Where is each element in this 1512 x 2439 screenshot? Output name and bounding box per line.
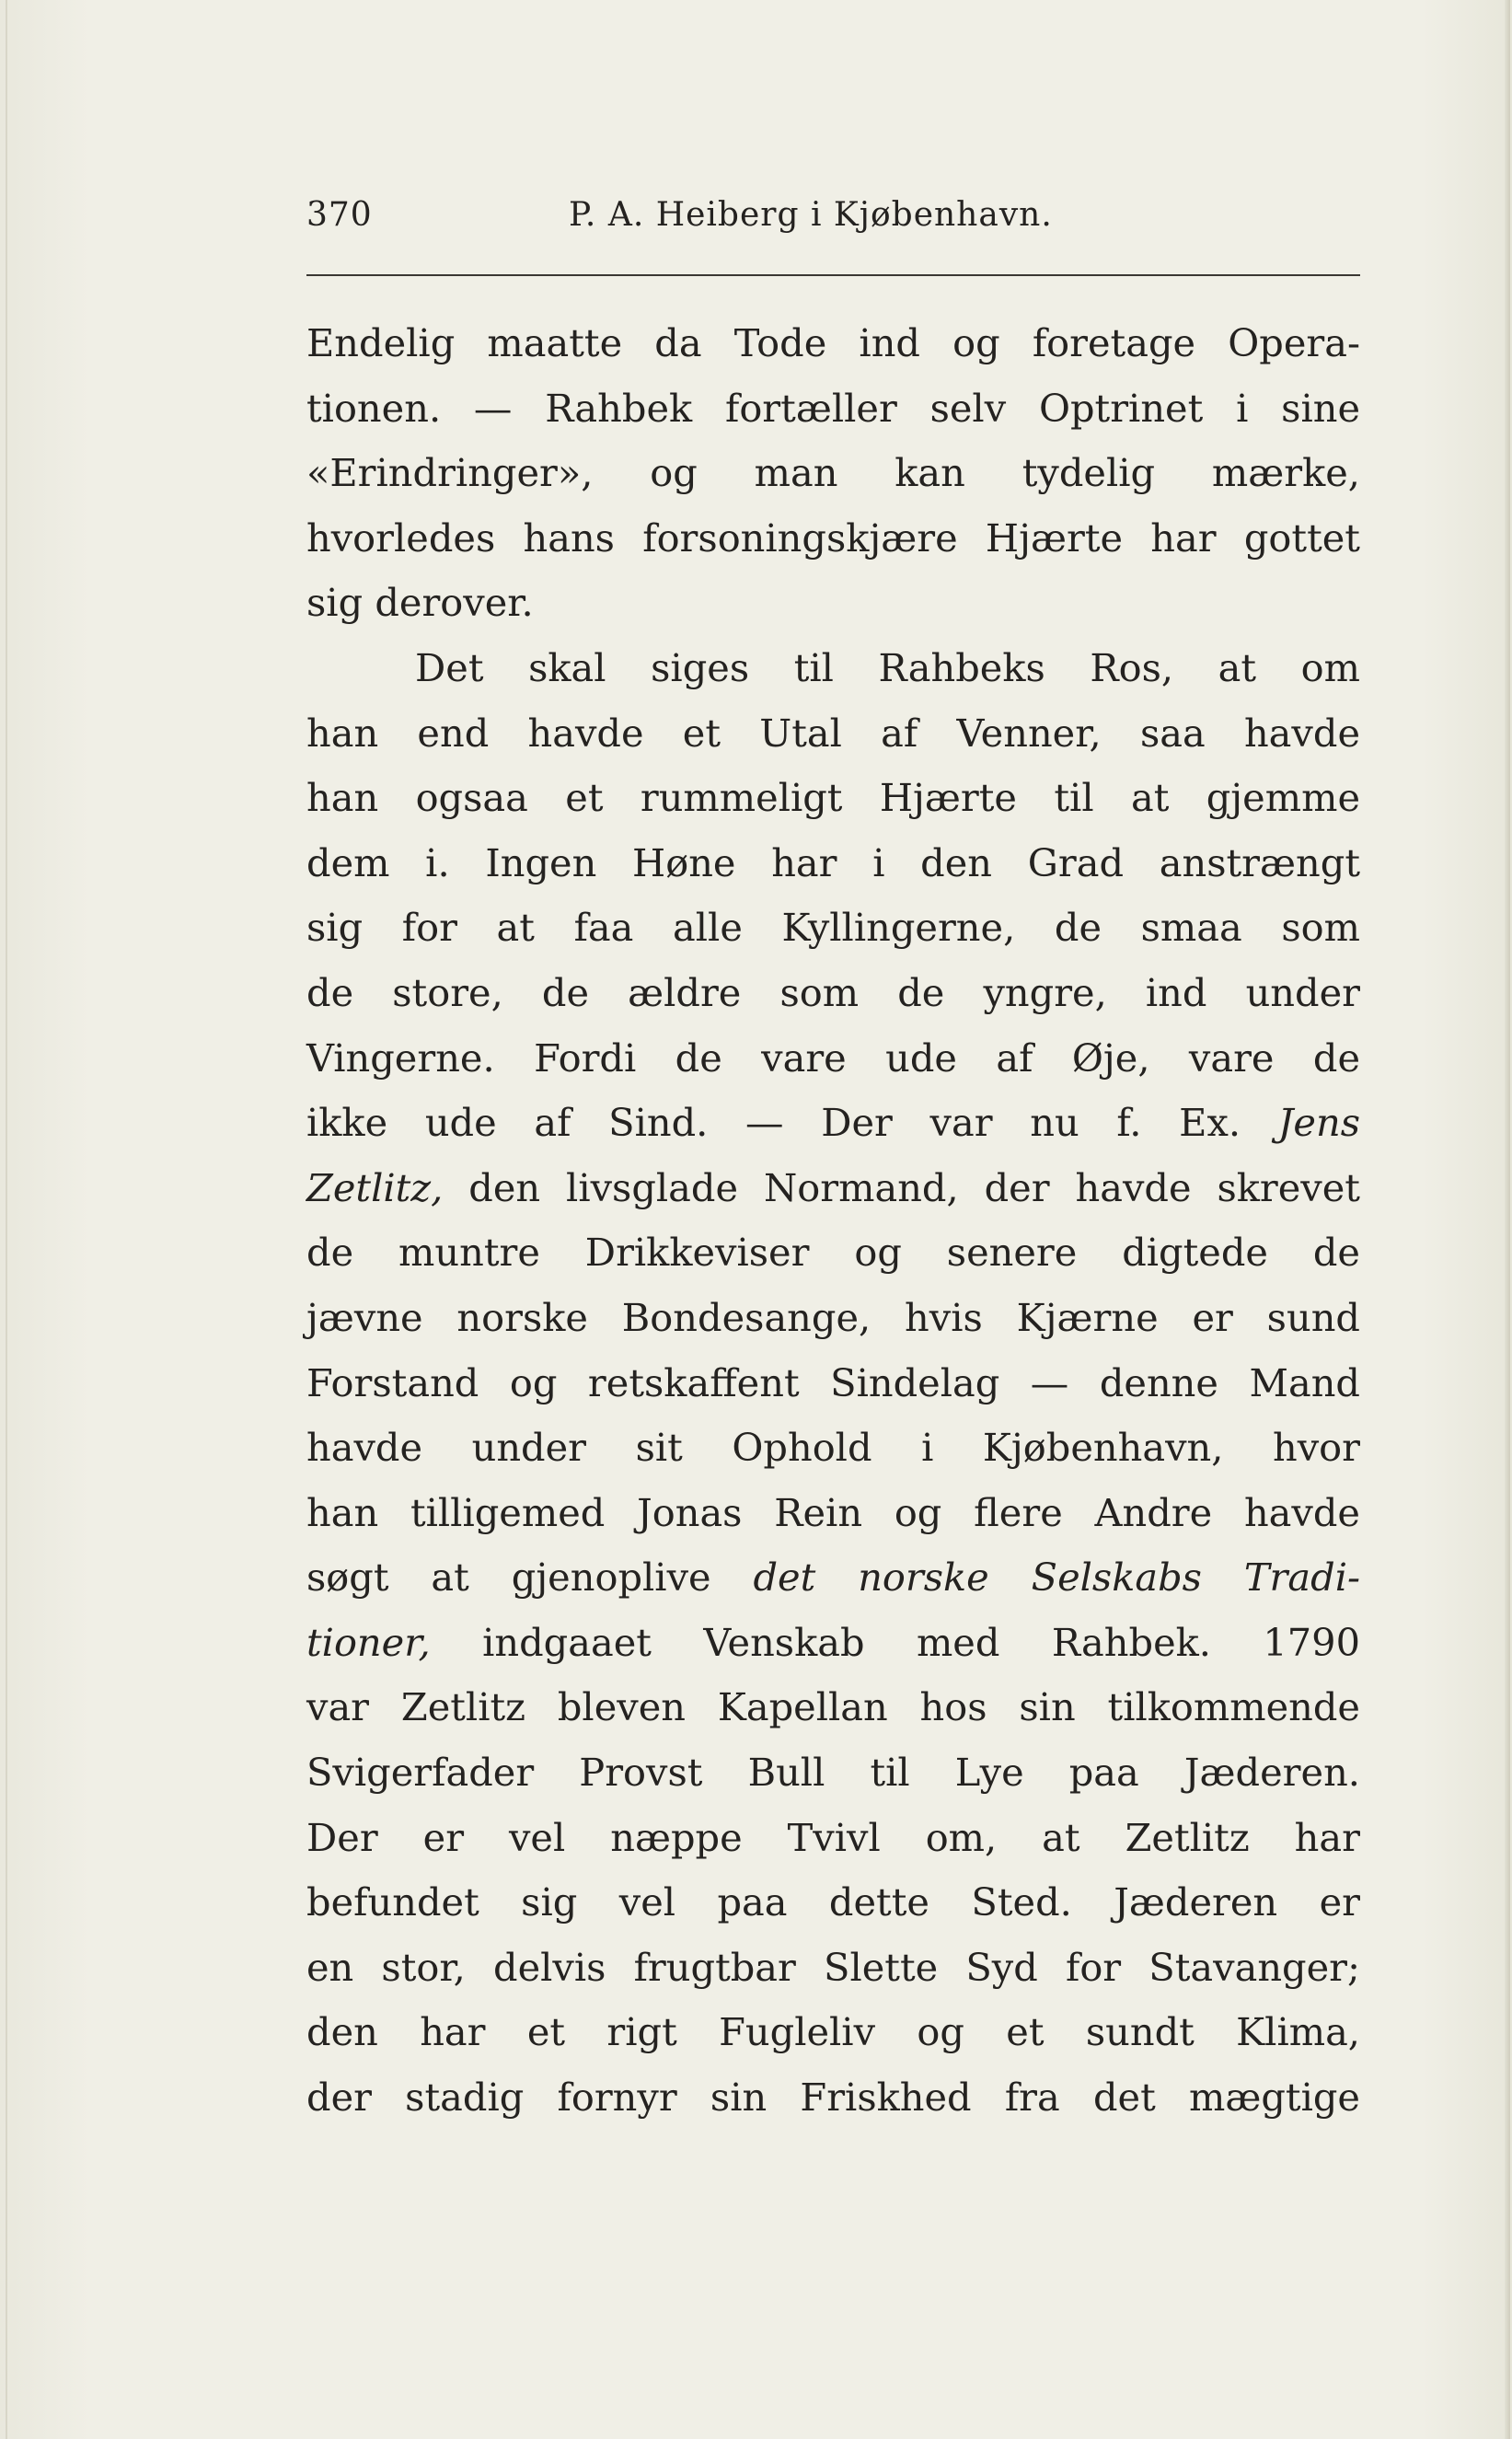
italic-title: tioner, [306, 1619, 431, 1665]
page-number: 370 [306, 196, 373, 234]
italic-title: det norske Selskabs Tradi- [753, 1555, 1360, 1601]
text-line: sig for at faa alle Kyllingerne, de smaa som [306, 905, 1360, 951]
text-line [306, 1611, 1360, 1676]
text-line: en stor, delvis frugtbar Slette Syd for Stavanger; [306, 1944, 1360, 1990]
text-segment: den livsglade Normand, der havde skrevet [443, 1164, 1360, 1210]
text-line: de muntre Drikkeviser og senere digtede de [306, 1230, 1360, 1276]
text-line: der stadig fornyr sin Friskhed fra det mægtige [306, 2075, 1360, 2121]
text-line: Vingerne. Fordi de vare ude af Øje, vare de [306, 1035, 1360, 1081]
body-text [306, 311, 1360, 2131]
text-line: Der er vel næppe Tvivl om, at Zetlitz har [306, 1814, 1360, 1860]
text-line: sig derover. [306, 580, 534, 626]
header-rule [306, 274, 1360, 276]
text-segment: indgaaet Venskab med Rahbek. 1790 [430, 1619, 1360, 1665]
text-line: Endelig maatte da Tode ind og foretage Opera- [306, 320, 1360, 365]
text-line [306, 1156, 1360, 1221]
page-right-edge [1505, 0, 1510, 2439]
text-line: havde under sit Ophold i Kjøbenhavn, hvor [306, 1425, 1360, 1471]
text-line: Svigerfader Provst Bull til Lye paa Jæderen. [306, 1750, 1360, 1796]
text-line: han ogsaa et rummeligt Hjærte til at gjemme [306, 775, 1360, 821]
page-left-edge [6, 0, 7, 2439]
italic-name: Jens [1277, 1100, 1360, 1146]
text-line: den har et rigt Fugleliv og et sundt Klima, [306, 2009, 1360, 2055]
text-line: Det skal siges til Rahbeks Ros, at om [415, 644, 1360, 690]
text-line [306, 1091, 1360, 1156]
text-line: han end havde et Utal af Venner, saa havde [306, 710, 1360, 756]
page-header [306, 196, 1360, 248]
italic-name: Zetlitz, [306, 1164, 444, 1210]
text-line: dem i. Ingen Høne har i den Grad anstrængt [306, 839, 1360, 885]
text-segment: ikke ude af Sind. — Der var nu f. Ex. [306, 1100, 1278, 1146]
text-line: tionen. — Rahbek fortæller selv Optrinet i sine [306, 385, 1360, 431]
text-line: jævne norske Bondesange, hvis Kjærne er sund [306, 1294, 1360, 1340]
text-line: «Erindringer», og man kan tydelig mærke, [306, 450, 1360, 496]
running-title: P. A. Heiberg i Kjøbenhavn. [569, 196, 1053, 234]
text-line [306, 1545, 1360, 1611]
text-line: hvorledes hans forsoningskjære Hjærte har gottet [306, 514, 1360, 561]
text-line: de store, de ældre som de yngre, ind under [306, 969, 1360, 1015]
text-segment: søgt at gjenoplive [306, 1555, 754, 1601]
text-line: Forstand og retskaffent Sindelag — denne Mand [306, 1359, 1360, 1405]
text-line: var Zetlitz bleven Kapellan hos sin tilkommende [306, 1684, 1360, 1730]
text-line: befundet sig vel paa dette Sted. Jæderen er [306, 1879, 1360, 1925]
text-line: han tilligemed Jonas Rein og flere Andre havde [306, 1489, 1360, 1535]
